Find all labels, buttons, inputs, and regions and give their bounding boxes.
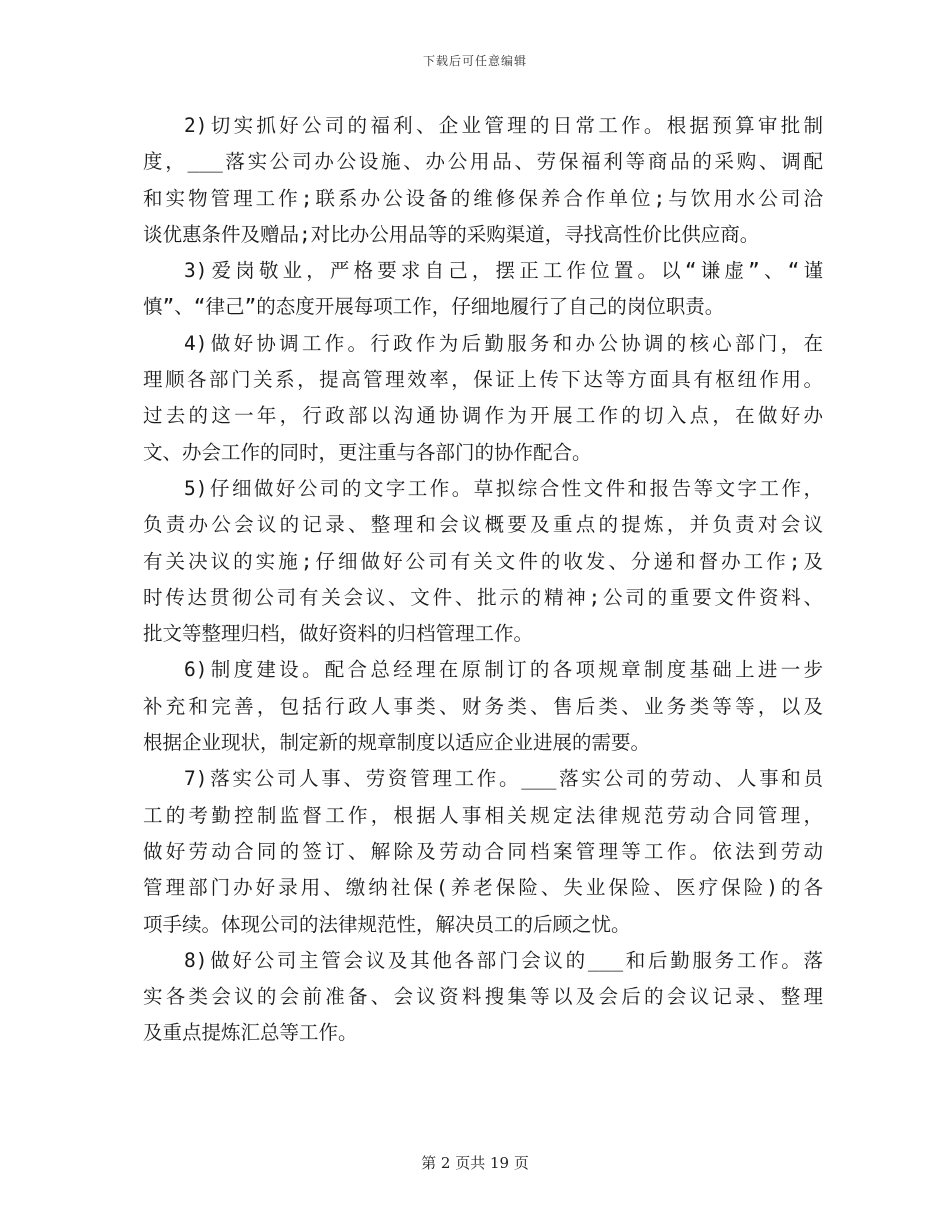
paragraph-3: [143, 253, 823, 326]
paragraph-line: 过去的这一年，行政部以沟通协调作为开展工作的切入点，在做好办: [143, 404, 823, 428]
paragraph-line: 及重点提炼汇总等工作。: [143, 1021, 358, 1045]
paragraph-2: [143, 108, 823, 253]
paragraph-4: [143, 326, 823, 471]
paragraph-line: 有关决议的实施;仔细做好公司有关文件的收发、分递和督办工作;及: [143, 549, 823, 573]
paragraph-line: 做好劳动合同的签订、解除及劳动合同档案管理等工作。依法到劳动: [143, 839, 823, 863]
paragraph-line: 负责办公会议的记录、整理和会议概要及重点的提炼，并负责对会议: [143, 513, 823, 537]
paragraph-line: 谈优惠条件及赠品;对比办公用品等的采购渠道，寻找高性价比供应商。: [143, 222, 760, 246]
paragraph-line: 时传达贯彻公司有关会议、文件、批示的精神;公司的重要文件资料、: [143, 585, 823, 609]
paragraph-7: [143, 761, 823, 942]
paragraph-8: [143, 943, 823, 1052]
page-header: 下载后可任意编辑: [422, 54, 527, 68]
paragraph-line: 批文等整理归档，做好资料的归档管理工作。: [143, 622, 534, 646]
paragraph-line: 工的考勤控制监督工作，根据人事相关规定法律规范劳动合同管理，: [143, 803, 823, 827]
paragraph-5: [143, 471, 823, 652]
paragraph-line: 3)爱岗敬业，严格要求自己，摆正工作位置。以“谦虚”、“谨: [184, 259, 823, 283]
paragraph-line: 7)落实公司人事、劳资管理工作。___落实公司的劳动、人事和员: [184, 767, 823, 791]
paragraph-line: 实各类会议的会前准备、会议资料搜集等以及会后的会议记录、整理: [143, 985, 823, 1009]
paragraph-line: 和实物管理工作;联系办公设备的维修保养合作单位;与饮用水公司洽: [143, 186, 823, 210]
paragraph-line: 8)做好公司主管会议及其他各部门会议的___和后勤服务工作。落: [184, 948, 823, 972]
paragraph-line: 慎”、“律己”的态度开展每项工作，仔细地履行了自己的岗位职责。: [143, 295, 725, 319]
document-body: [143, 108, 823, 1052]
paragraph-line: 2)切实抓好公司的福利、企业管理的日常工作。根据预算审批制: [184, 114, 823, 137]
page-number: 第 2 页共 19 页: [421, 1154, 529, 1172]
paragraph-line: 根据企业现状，制定新的规章制度以适应企业进展的需要。: [143, 731, 651, 755]
paragraph-line: 补充和完善，包括行政人事类、财务类、售后类、业务类等等，以及: [143, 694, 823, 718]
paragraph-6: [143, 652, 823, 761]
paragraph-line: 项手续。体现公司的法律规范性，解决员工的后顾之忧。: [143, 912, 631, 936]
paragraph-line: 6)制度建设。配合总经理在原制订的各项规章制度基础上进一步: [184, 658, 823, 682]
paragraph-line: 文、办会工作的同时，更注重与各部门的协作配合。: [143, 440, 592, 464]
paragraph-line: 理顺各部门关系，提高管理效率，保证上传下达等方面具有枢纽作用。: [143, 368, 823, 392]
paragraph-line: 4)做好协调工作。行政作为后勤服务和办公协调的核心部门，在: [184, 331, 823, 355]
paragraph-line: 5)仔细做好公司的文字工作。草拟综合性文件和报告等文字工作，: [184, 476, 823, 500]
paragraph-line: 管理部门办好录用、缴纳社保(养老保险、失业保险、医疗保险)的各: [143, 876, 823, 900]
paragraph-line: 度，___落实公司办公设施、办公用品、劳保福利等商品的采购、调配: [143, 150, 823, 174]
